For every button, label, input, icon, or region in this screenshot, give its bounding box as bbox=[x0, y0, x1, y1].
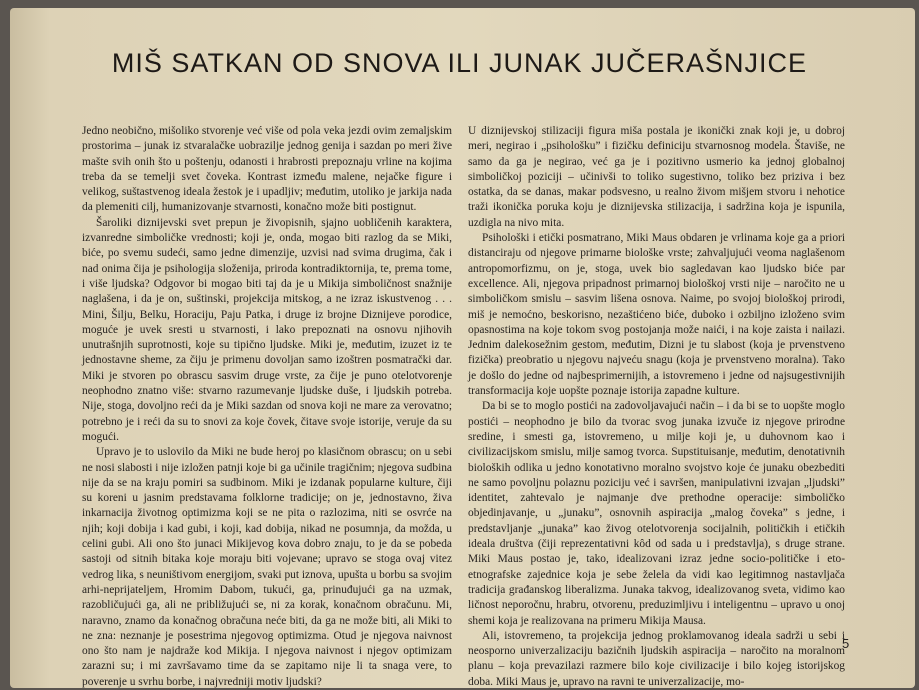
article-title: MIŠ SATKAN OD SNOVA ILI JUNAK JUČERAŠNJICE bbox=[111, 48, 808, 78]
paragraph: Psihološki i etički posmatrano, Miki Maus obdaren je vrlinama koje ga a priori distanciraju od njegove primarne biološke vrste; zahvaljujući veoma naglašenom antropomorfizmu, on je, stoga, uvek bio sagledavan kao ljudsko biće par excellence. Ali, njegova pripadnost primarnoj biološkoj vrsti nije – naročito ne u simboličkom smislu – sasvim lišena osnova. Naime, po svojoj biološkoj prirodi, miš je nemoćno, beskorisno, nezaštićeno biće, duboko i ozbiljno izloženo svim opasnostima na koje tokom svog postojanja može naići, i na koje zaista i nailazi. Jednim dalekosežnim gestom, međutim, Dizni je tu slabost (koja je prvenstveno fizička) preobratio u njegovu najveću snagu (koja je prvenstveno moralna). Tako je došlo do jedne od najbesprimernijih, a istovremeno i jedne od najsugestivnijih transformacija koje uopšte poznaje istorija zapadne kulture. bbox=[468, 232, 845, 398]
page-number: 5 bbox=[842, 636, 850, 651]
right-column bbox=[468, 124, 845, 690]
paragraph: Šaroliki diznijevski svet prepun je živopisnih, sjajno uobličenih karaktera, izvanredne simboličke vrednosti; koji je, onda, mogao biti razlog da se Miki, biće, po svemu sudeći, samo jedne dimenzije, uzvisi nad svima drugima, čak i nad onima čija je psihologija složenija, priroda kontradiktornija, te, prema tome, i više ljudska? Odgovor bi mogao biti taj da je u Mikija simboličnost snažnije naglašena, i da je on, suštinski, projekcija mitskog, a ne izraz iskustvenog . . . Mini, Šilju, Belku, Horaciju, Paju Patka, i druge iz brojne Diznijeve porodice, moguće je uvek sresti u stvarnosti, i lako prepoznati na osnovu njihovih unutrašnjih suprotnosti, koje su tipično ljudske. Miki je, međutim, izuzet iz te jednostavne sheme, za čiju je primenu dovoljan samo izoštren posmatrački dar. Miki je stvoren po obrascu sasvim druge vrste, za čije je puno otelotvorenje neophodno znatno više: stvarno razumevanje ljudske duše, i ljudskih potreba. Nije, stoga, dovoljno reći da je Miki sazdan od snova koji ne mare za verovatno; potrebno je i reći da su to snovi za koje čovek, čitave svoje istorije, veruje da su mogući. bbox=[82, 216, 452, 443]
paragraph: Upravo je to uslovilo da Miki ne bude heroj po klasičnom obrascu; on u sebi ne nosi slabosti i nije izložen patnji koje bi ga učinile tragičnim; njegova sudbina nije da se na kraju pomiri sa sudbinom. Miki je izdanak popularne kulture, čiji su koreni u jasnim predstavama folklorne tradicije; on je, jednostavno, živa inkarnacija životnog optimizma koji se ne pita o razlozima, niti se osvrće na njih; koji dobija i kad gubi, i koji, kad dobija, nikad ne posumnja, da možda, u celini gubi. Ali ono što junaci Mikijevog kova dobro znaju, to je da se pobeda sastoji od sitnih bitaka koje moraju biti vojevane; upravo se stoga ovaj vitez vedrog lika, s neuništivom energijom, svaki put iznova, upušta u borbu sa svojim arhi-neprijateljem, Hromim Dabom, tukući, ga, prinuđujući ga na uzmak, razobličujući ga, ali ne približujući se, ni za korak, konačnom obračunu. Mi, naravno, znamo da konačnog obračuna neće biti, da ga ne može biti, ali Miki to ne zna: neznanje je posestrima njegovog optimizma. Otud je njegova naivnost ono što nam je najdraže kod Mikija. I njegova naivnost i njegov optimizam zarazni su; i mi završavamo time da se zapitamo nije li ta snaga vere, to poverenje u svrhu borbe, i najvredniji motiv ljudski? bbox=[82, 446, 452, 688]
paragraph: Ali, istovremeno, ta projekcija jednog proklamovanog ideala sadrži u sebi i neosporno univerzalizaciju bazičnih ljudskih aspiracija – naročito na moralnom planu – koja prevazilazi razmere bilo koje civilizacije i bilo kojeg istorijskog doba. Miki Maus je, upravo na ravni te univerzalizacije, mo- bbox=[468, 629, 845, 688]
paragraph: Da bi se to moglo postići na zadovoljavajući način – i da bi se to uopšte moglo postići – neophodno je bilo da tvorac svog junaka izvuče iz njegove prirodne sredine, i smesti ga, istovremeno, u milje koji je, u duhovnom kao i civilizacijskom smislu, milje samog tvorca. Supstituisanje, međutim, denotativnih bioloških odlika u jedno konotativno moralno svojstvo koje će junaku obezbediti ne samo povoljnu polaznu poziciju već i savršen, manipulativni izvajan „ljudski” identitet, zahtevalo je najmanje dve prethodne operacije: simboličko objedinjavanje, u „junaku”, osnovnih aspiracija „malog čoveka” s jedne, i predstavljanje „junaka” kao živog otelotvorenja socijalnih, političkih i etičkih ideala društva (čiji reprezentativni kôd od sada u i predstavlja), s druge strane. Miki Maus postao je, tako, idealizovani izraz jedne socio-političke i eto-etnografske zajednice koja je sebe želela da vidi kao legitimnog nastavljača tradicija građanskog liberalizma. Junaka takvog, idealizovanog sveta, vidimo kao ličnost neporočnu, hrabru, otvorenu, preduzimljivu i inteligentnu – upravo u onoj shemi koja je realizovana na primeru Mikija Mausa. bbox=[468, 400, 845, 627]
left-column bbox=[82, 124, 452, 690]
paragraph: U diznijevskoj stilizaciji figura miša postala je ikonički znak koji je, u dobroj meri, negirao i „psihološku” i fizičku definiciju stvarnosnog modela. Štaviše, ne samo da ga je negirao, već ga je i pozitivno usmerio ka jednoj globalnoj simboličkoj poziciji – učinivši to toliko sugestivno, toliko bez priziva i bez ostatka, da se danas, makar podsvesno, u realno živom mišjem stvoru i nehotice traži ikonička poruka koju je diznijevska stilizacija, i sadržina koja je ispunila, uzdigla na nivo mita. bbox=[468, 125, 845, 229]
paragraph: Jedno neobično, mišoliko stvorenje već više od pola veka jezdi ovim zemaljskim prostorima – junak iz stvaralačke uobrazilje jednog genija i sazdan po meri žive mašte svih onih što u poštenju, odanosti i hrabrosti prepoznaju vrline na kojima treba da se temelji svet čoveka. Kontrast između malene, nejačke figure i velikog, suštastvenog ideala žestok je i upadljiv; međutim, utoliko je jarkija nada da plemeniti cilj, humanizovanje stvarnosti, konačno može biti postignut. bbox=[82, 125, 452, 214]
